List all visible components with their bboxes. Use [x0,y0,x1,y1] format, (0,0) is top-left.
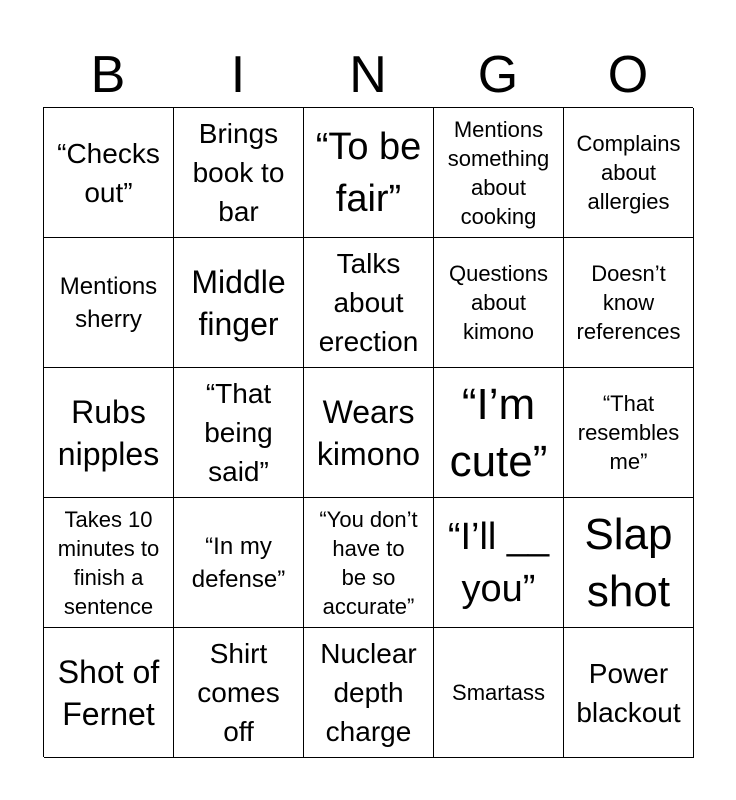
bingo-cell[interactable]: “You don’t have to be so accurate” [304,498,434,628]
header-letter-b: B [90,46,126,104]
bingo-cell[interactable]: Shot of Fernet [44,628,174,758]
bingo-grid [43,107,693,757]
bingo-cell[interactable]: “I’m cute” [434,368,564,498]
bingo-cell[interactable]: Nuclear depth charge [304,628,434,758]
bingo-cell[interactable]: Smartass [434,628,564,758]
bingo-cell[interactable]: Doesn’t know references [564,238,694,368]
bingo-cell[interactable]: “To be fair” [304,108,434,238]
bingo-cell[interactable]: Complains about allergies [564,108,694,238]
bingo-cell[interactable]: “I’ll __ you” [434,498,564,628]
bingo-cell[interactable]: “That resembles me” [564,368,694,498]
bingo-header [43,46,693,104]
bingo-cell[interactable]: Mentions something about cooking [434,108,564,238]
bingo-cell[interactable]: Talks about erection [304,238,434,368]
bingo-cell[interactable]: Mentions sherry [44,238,174,368]
bingo-cell[interactable]: “That being said” [174,368,304,498]
bingo-cell[interactable]: “Checks out” [44,108,174,238]
bingo-cell[interactable]: Power blackout [564,628,694,758]
bingo-cell[interactable]: Middle finger [174,238,304,368]
bingo-cell[interactable]: Questions about kimono [434,238,564,368]
bingo-cell[interactable]: Brings book to bar [174,108,304,238]
header-letter-o: O [607,46,649,104]
bingo-cell[interactable]: “In my defense” [174,498,304,628]
bingo-cell[interactable]: Wears kimono [304,368,434,498]
bingo-cell[interactable]: Takes 10 minutes to finish a sentence [44,498,174,628]
bingo-cell[interactable]: Shirt comes off [174,628,304,758]
header-letter-n: N [349,46,387,104]
bingo-cell[interactable]: Rubs nipples [44,368,174,498]
bingo-cell[interactable]: Slap shot [564,498,694,628]
header-letter-g: G [477,46,519,104]
header-letter-i: I [230,46,246,104]
